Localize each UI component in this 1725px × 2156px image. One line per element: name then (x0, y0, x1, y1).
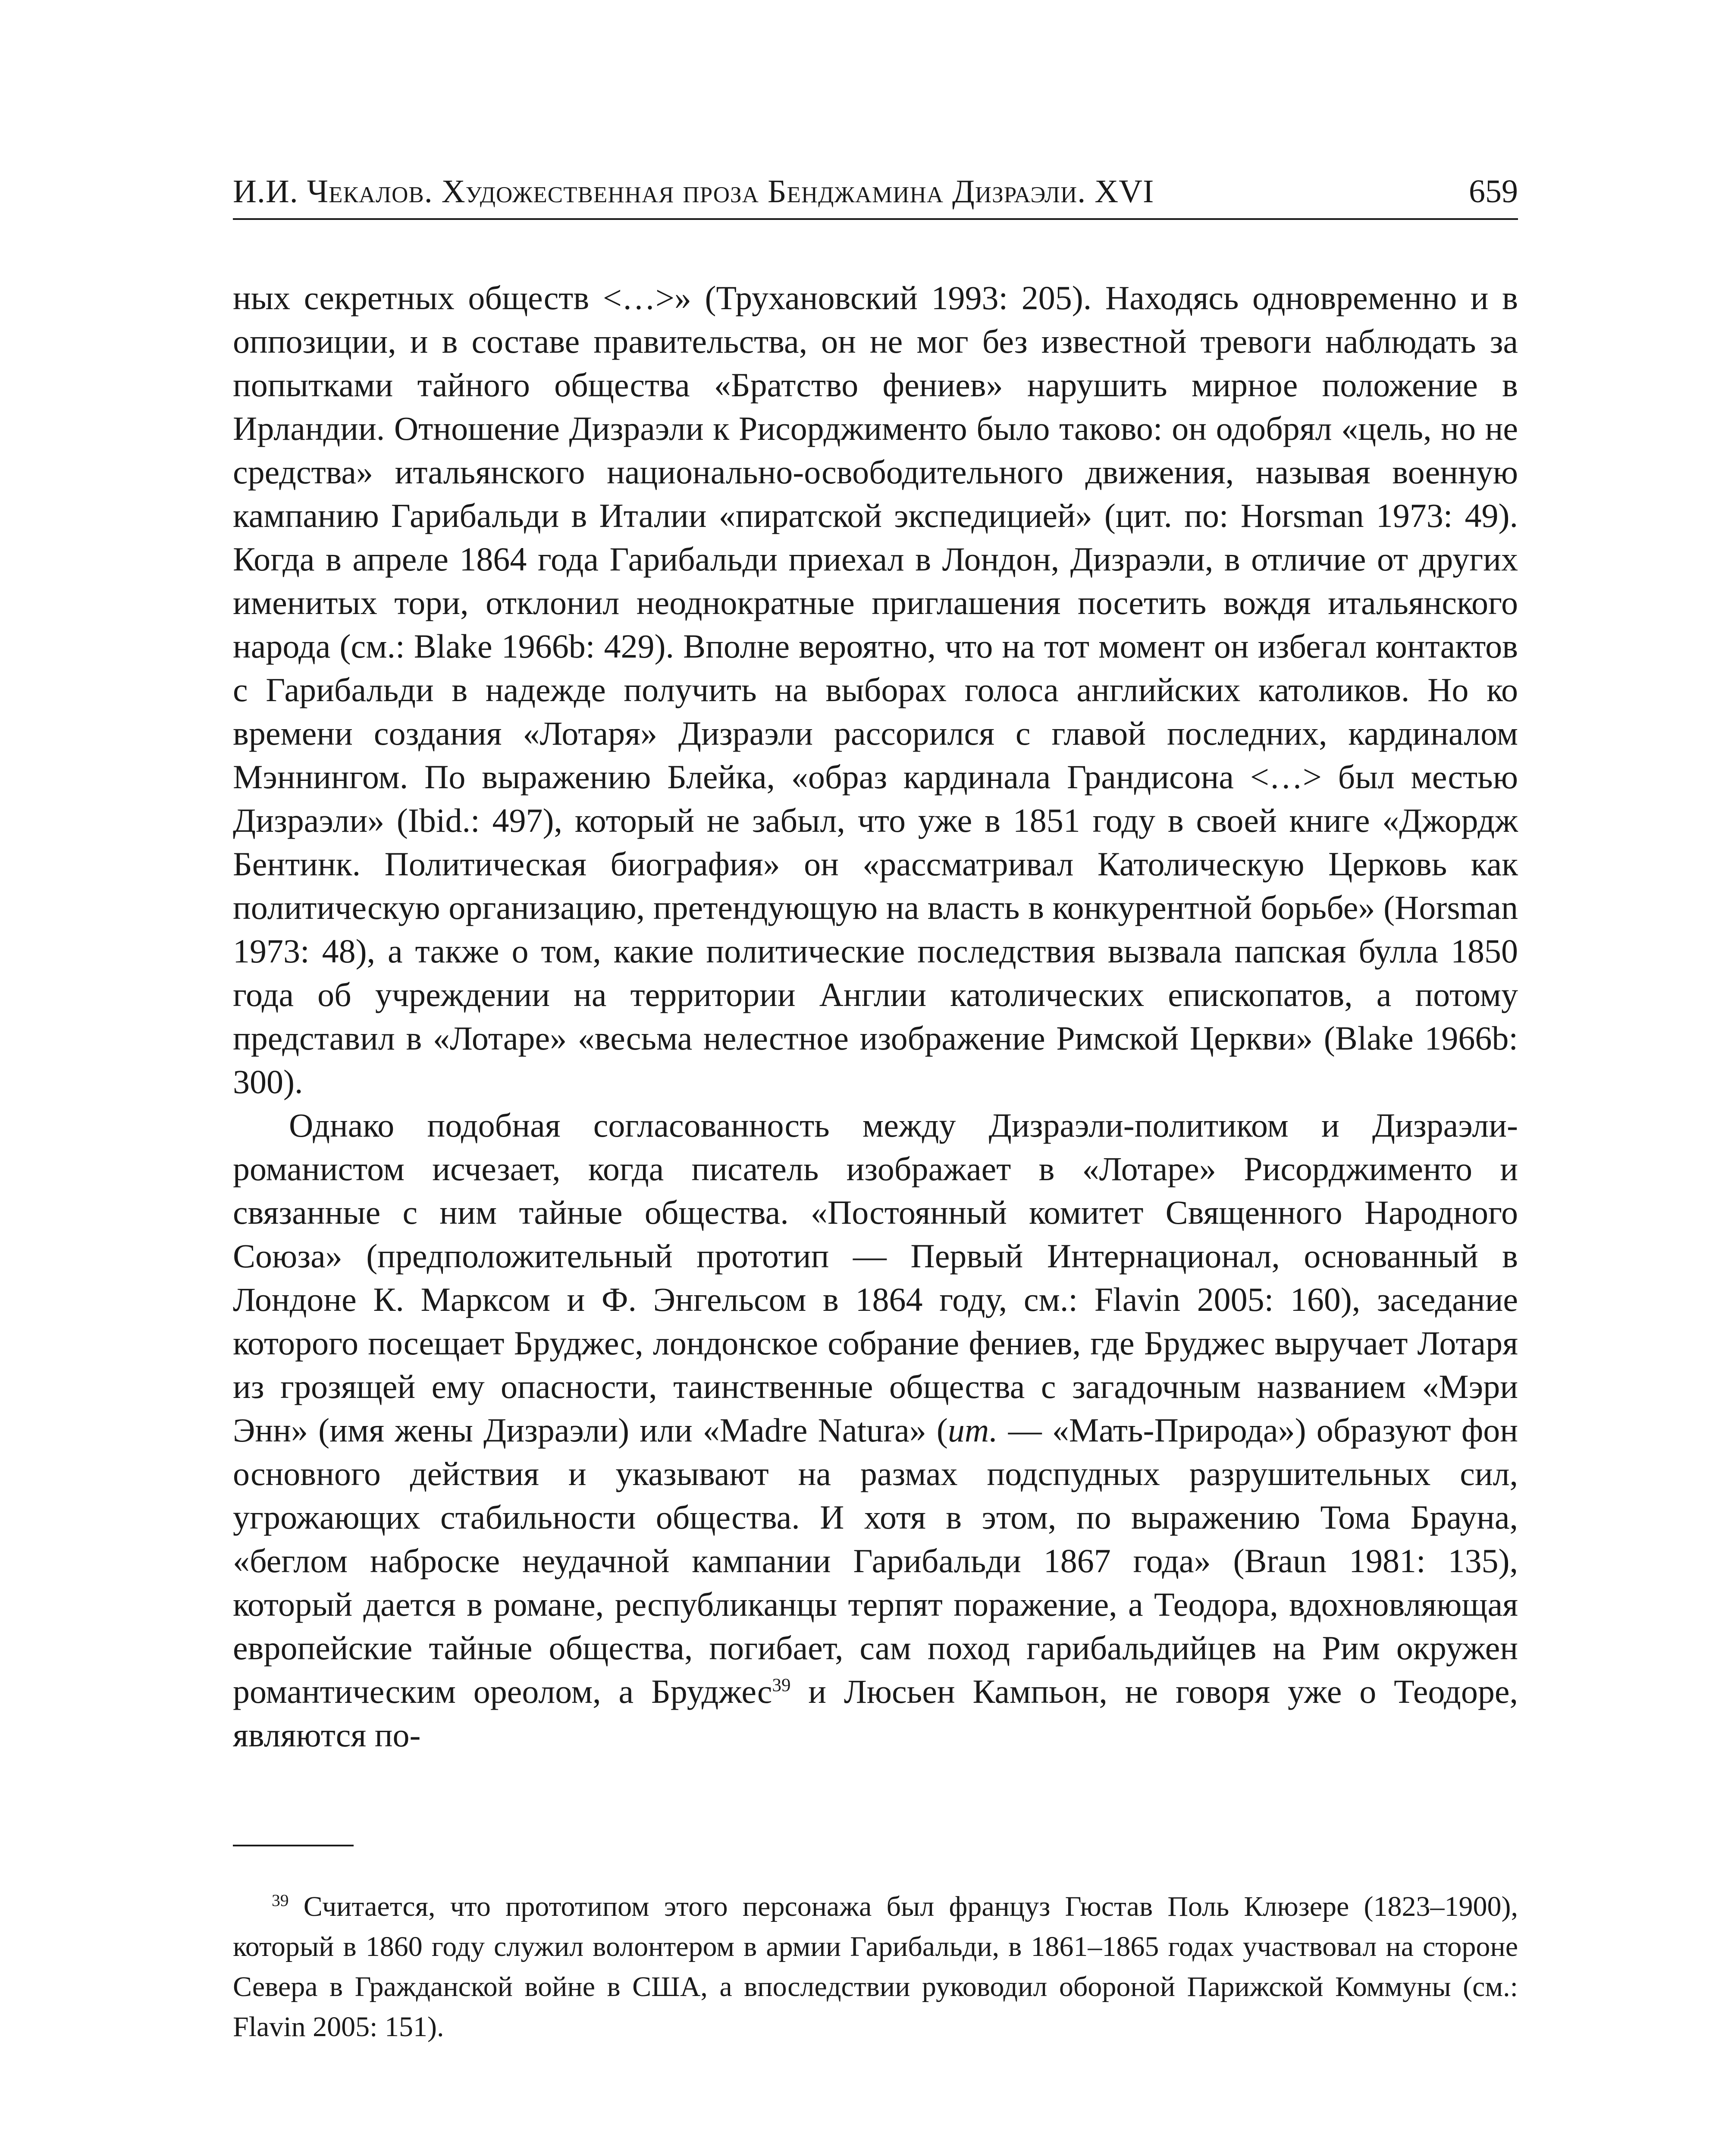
footnote-rule (233, 1845, 354, 1846)
footnote-number: 39 (272, 1891, 289, 1910)
footnote (233, 1887, 1518, 2047)
footnote-text: Считается, что прототипом этого персонажа был француз Гюстав Поль Клюзере (1823–1900), который в 1860 году служил волонтером в армии Гарибальди, в 1861–1865 годах участвовал на стороне Севера в Гражданской войне в США, а впоследствии руководил обороной Парижской Коммуны (см.: Flavin 2005: 151). (233, 1891, 1518, 2043)
paragraph-2-part-1: Однако подобная согласованность между Дизраэли-политиком и Дизраэли-романистом исчезает, когда писатель изображает в «Лотаре» Рисорджименто и связанные с ним тайные общества. «Постоянный комитет Священного Народного Союза» (предположительный прототип — Первый Интернационал, основанный в Лондоне К. Марксом и Ф. Энгельсом в 1864 году, см.: Flavin 2005: 160), заседание которого посещает Бруджес, лондонское собрание фениев, где Бруджес выручает Лотаря из грозящей ему опасности, таинственные общества с загадочным названием «Мэри Энн» (имя жены Дизраэли) или «Madre Natura» ( (233, 1106, 1518, 1449)
footnote-reference[interactable]: 39 (772, 1675, 791, 1695)
running-header-title: И.И. Чекалов. Художественная проза Бенджамина Дизраэли. XVI (233, 173, 1154, 210)
paragraph-2-part-2: — «Мать-Природа») образуют фон основного действия и указывают на размах подспудных разрушительных сил, угрожающих стабильности общества. И хотя в этом, по выражению Тома Брауна, «беглом наброске неудачной кампании Гарибальди 1867 года» (Braun 1981: 135), который дается в романе, республиканцы терпят поражение, а Теодора, вдохновляющая европейские тайные общества, погибает, сам поход гарибальдийцев на Рим окружен романтическим ореолом, а Бруджес (233, 1411, 1518, 1710)
paragraph-2 (233, 1103, 1518, 1757)
paragraph-2-part-3: и Люсьен Кампьон, не говоря уже о Теодоре, являются по- (233, 1673, 1518, 1754)
header-rule (233, 218, 1518, 220)
body-text (233, 276, 1518, 1757)
paragraph-1: ных секретных обществ <…>» (Трухановский 1993: 205). Находясь одновременно и в оппозиции, и в составе правительства, он не мог без известной тревоги наблюдать за попытками тайного общества «Братство фениев» нарушить мирное положение в Ирландии. Отношение Дизраэли к Рисорджименто было таково: он одобрял «цель, но не средства» итальянского национально-освободительного движения, называя военную кампанию Гарибальди в Италии «пиратской экспедицией» (цит. по: Horsman 1973: 49). Когда в апреле 1864 года Гарибальди приехал в Лондон, Дизраэли, в отличие от других именитых тори, отклонил неоднократные приглашения посетить вождя итальянского народа (см.: Blake 1966b: 429). Вполне вероятно, что на тот момент он избегал контактов с Гарибальди в надежде получить на выборах голоса английских католиков. Но ко времени создания «Лотаря» Дизраэли рассорился с главой последних, кардиналом Мэннингом. По выражению Блейка, «образ кардинала Грандисона <…> был местью Дизраэли» (Ibid.: 497), который не забыл, что уже в 1851 году в своей книге «Джордж Бентинк. Политическая биография» он «рассматривал Католическую Церковь как политическую организацию, претендующую на власть в конкурентной борьбе» (Horsman 1973: 48), а также о том, какие политические последствия вызвала папская булла 1850 года об учреждении на территории Англии католических епископатов, а потому представил в «Лотаре» «весьма нелестное изображение Римской Церкви» (Blake 1966b: 300). (233, 279, 1518, 1100)
page-number: 659 (1469, 173, 1518, 210)
running-header (233, 160, 1518, 208)
abbreviation-ut: ит. (947, 1411, 998, 1449)
